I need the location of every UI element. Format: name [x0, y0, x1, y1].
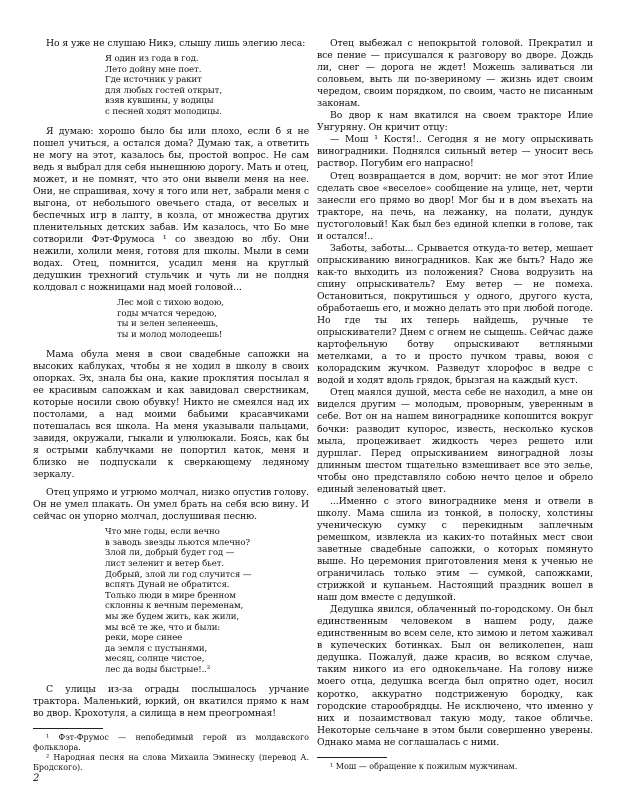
paragraph: Я думаю: хорошо было бы или плохо, если б я не пошел учиться, а остался дома? Думаю так, а ответить не могу на этот, казалось бы, простой вопрос. Не сам ведь я выбрал для себя нынешнюю дорогу. Мать и отец, может, и не помнят, что это они вывели меня на нее. Они, не спрашивая, хочу я того или нет, забрали меня с выгона, от небольшого овечьего стада, от веселых и беспечных игр в лапту, в козла, от множества других пленительных детских забав. Им казалось, что Бо мне сотворили Фэт-Фрумоса ¹ со звездою во лбу. Они нежили, холили меня, готовя для школы. Мыли в семи водах. Отец, помнится, усадил меня на круглый дедушкин трехногий стульчик и чуть ли не полдня колдовал с ножницами над моей головой... — [33, 125, 309, 294]
paragraph: Отец выбежал с непокрытой головой. Прекратил и все пение — присушался к разговору во дворе. Дождь ли, снег — дорога не ждет! Можешь заливаться ли соловьем, выть ли по-звериному — жизнь идет своим чередом, своим порядком, по своим, часто не писанным законам. — [317, 38, 593, 110]
paragraph: Но я уже не слушаю Никэ, слышу лишь элегию леса: — [46, 38, 306, 49]
paragraph: Отец возвращается в дом, ворчит: не мог этот Илие сделать свое «веселое» сообщение на улице, нет, черти занесли его прямо во двор! Мог бы и в дом въехать на тракторе, на печь, на лежанку, на полати, дундук пустоголовый! Как был без единой клепки в голове, так и остался!.. — [317, 170, 593, 242]
paragraph: Отец маялся душой, места себе не находил, а мне он виделся другим — молодым, проворным, уверенным в себе. Вот он на нашем винограднике копошится вокруг бочки: разводит купорос, известь, несколько кусков мыла, процеживает жидкость через решето или дуршлаг. Перед опрыскиванием виноградной лозы длинным шестом тщательно взмешивает все это зелье, чтобы оно представляло собою нечто целое и обрело единый зеленоватый цвет. — [317, 387, 593, 495]
right-column — [317, 38, 593, 772]
paragraph: — Мош ¹ Костя!.. Сегодня я не могу опрыскивать виноградники. Поднялся сильный ветер — уносит весь раствор. Погубим его напрасно! — [317, 134, 593, 170]
footnote: ¹ Мош — обращение к пожилым мужчинам. — [330, 761, 518, 771]
poem-stanza: Лес мой с тихою водою, годы мчатся чередою, ты и зелен зеленеешь, ты и молод молодеешь! — [117, 298, 224, 341]
footnote: ¹ Фэт-Фрумос — непобедимый герой из молдавского фольклора. — [33, 732, 309, 752]
poem-stanza: Я один из года в год. Лето дойну мне поет. Где источник у ракит для любых гостей открыт, взяв кувшины, у водицы с песней ходят молодицы. — [105, 54, 222, 118]
paragraph: С улицы из-за ограды послышалось урчание трактора. Маленький, юркий, он вкатился прямо к нам во двор. Крохотуля, а силища в нем преогромная! — [33, 683, 309, 719]
page-number: 2 — [33, 773, 40, 784]
paragraph: Дедушка явился, облаченный по-городскому. Он был единственным человеком в нашем роду, даже единственным во всем селе, кто зимою и летом хаживал в купеческих ботинках. Был он великолепен, наш дедушка. Пожалуй, даже красив, во всяком случае, таким никого из его однокельчане. На голову ниже моего отца, дедушка всегда был опрятно одет, носил коротко, аккуратно подстриженую бородку, как городские старообрядцы. Не исключено, что именно у них и позаимствовал такую моду, такое обличье. Некоторые сельчане в этом были совершенно уверены. Однако мама не соглашалась с ними. — [317, 604, 593, 748]
left-column — [33, 38, 309, 773]
footnote: ² Народная песня на слова Михаила Эминеску (перевод А. Бродского). — [33, 752, 309, 772]
paragraph: Отец упрямо и угрюмо молчал, низко опустив голову. Он не умел плакать. Он умел брать на себя всю вину. И сейчас он упорно молчал, дослушивая песню. — [33, 487, 309, 523]
poem-stanza: Что мне годы, если вечно в заводь звезды льются млечно? Злой ли, добрый будет год — лист зеленит и ветер бьет. Добрый, злой ли год случится — вспять Дунай не обратится. Только люди в мире бренном склонны к вечным переменам, мы же будем жить, как жили, мы всё те же, что и были: реки, море синее да земля с пустынями, месяц, солнце чистое, лес да воды быстрые!..² — [105, 527, 252, 676]
paragraph: Заботы, заботы... Срывается откуда-то ветер, мешает опрыскиванию виноградников. Как же быть? Надо же как-то выходить из положения? Снова водрузить на спину опрыскиватель? Ему ветер — не помеха. Остановиться, покрутишься у одного, другого куста, обработаешь его, и можно делать это при любой погоде. Но где ты их теперь найдешь, ручные те опрыскиватели? Днем с огнем не сыщешь. Сейчас даже картофельную ботву опрыскивают ветляными метелками, а то и просто пучком травы, воюя с колорадским жучком. Разведут хлорофос в ведре с водой и ходят вдоль грядок, брызгая на каждый куст. — [317, 242, 593, 387]
paragraph: ...Именно с этого винограднике меня и отвели в школу. Мама сшила из тонкой, в полоску, холстины ученическую сумку с перекидным заплечным ремешком, извлекла из каких-то потайных мест свои заветные свадебные сапожки, о которых помянуто выше. Но церемония приготовления меня к ученью не ограничилась только этим — сумкой, сапожками, стрижкой и купаньем. Настоящий праздник вошел в наш дом вместе с дедушкой. — [317, 495, 593, 604]
footnote-divider — [33, 728, 103, 729]
footnote-divider — [317, 757, 387, 758]
paragraph: Во двор к нам вкатился на своем тракторе Илие Унгуряну. Он кричит отцу: — [317, 110, 593, 134]
paragraph: Мама обула меня в свои свадебные сапожки на высоких каблуках, чтобы я не ходил в школу в своих опорках. Эх, знала бы она, какие проклятия посылал я ее красивым сапожкам и как завидовал сверстникам, которые носили свою обувку! Никто не смеялся над их постолами, а над моими бабьими красавчиками потешалась вся школа. На меня указывали пальцами, завидя, окружали, гыкали и улюлюкали. Боясь, как бы я острыми каблучками не попортил каток, меня и близко не подпускали к сверкающему ледяному зеркалу. — [33, 348, 309, 481]
